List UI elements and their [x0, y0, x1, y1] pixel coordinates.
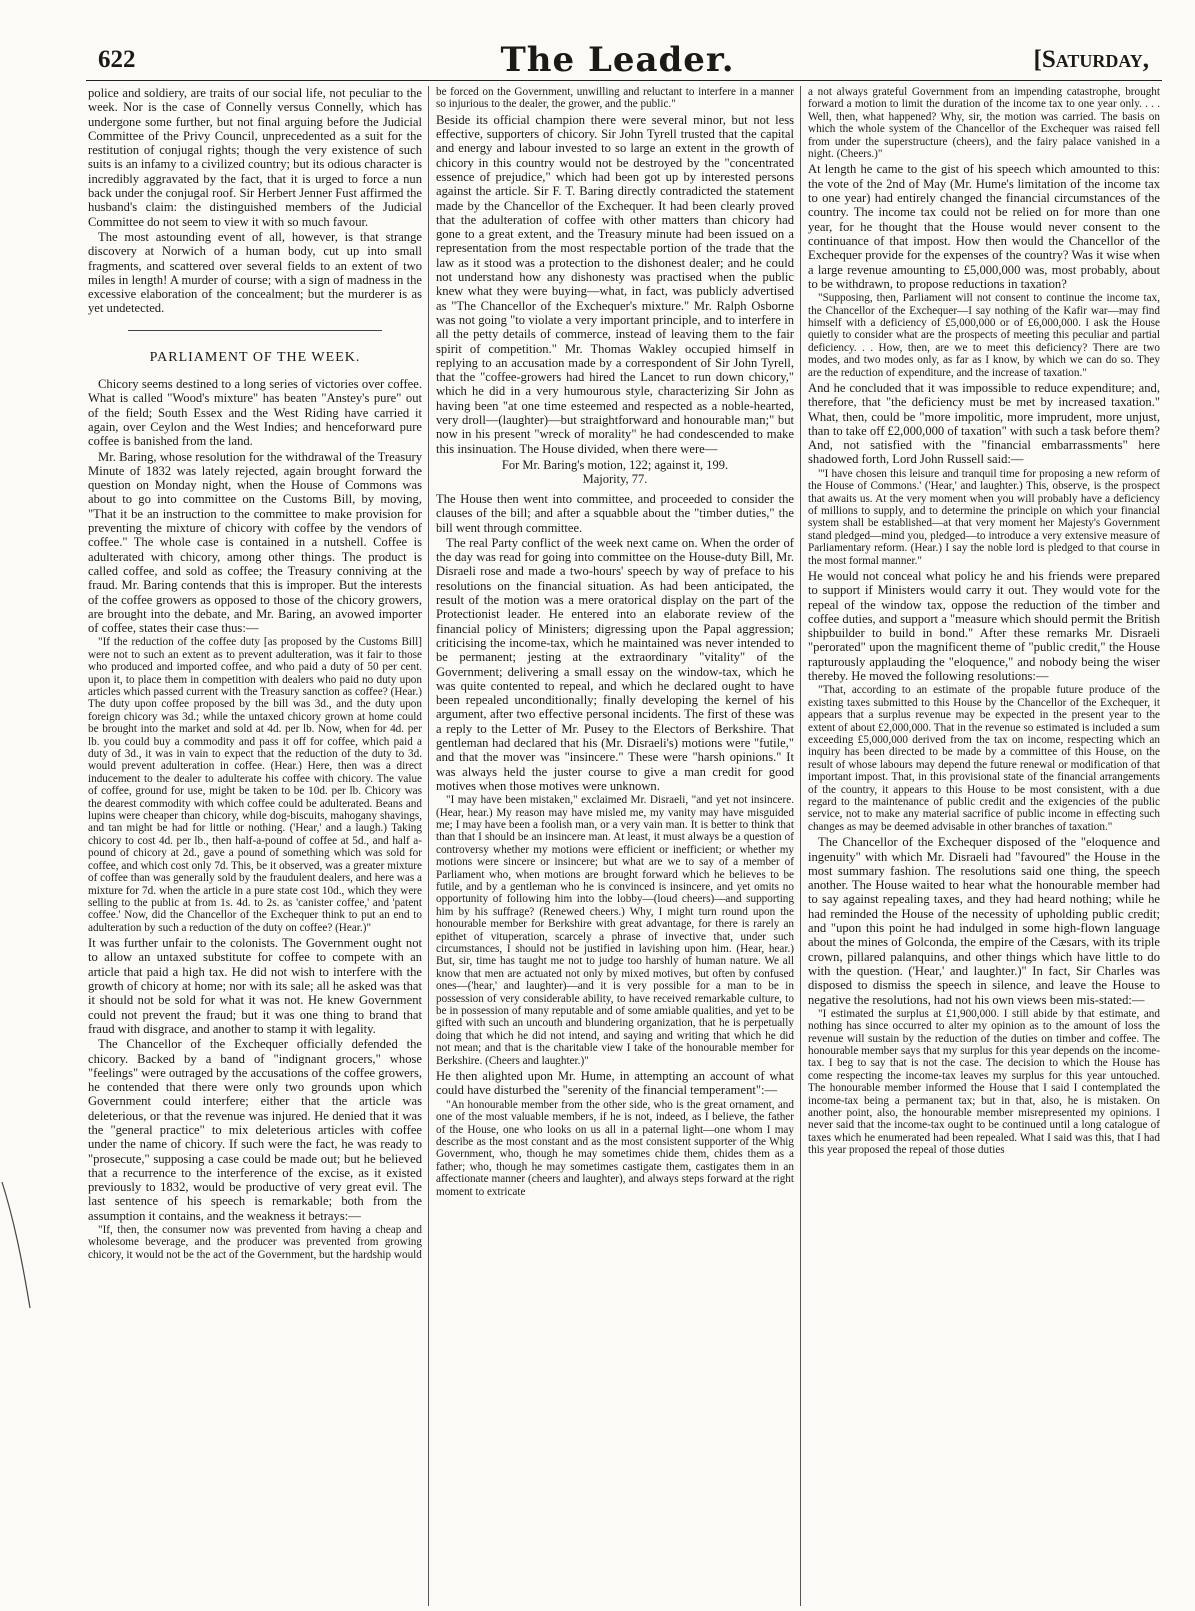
section-rule	[128, 330, 382, 331]
masthead-title: The Leader.	[500, 40, 735, 80]
division-majority: Majority, 77.	[582, 471, 648, 486]
paragraph: He would not conceal what policy he and his friends were prepared to support if Ministers would carry it out. They would vote for the repeal of the window tax, oppose the reduction of the timber and coffee duties, and support a "measure which should permit the British shipbuilder to build in bond." After these remarks Mr. Disraeli "perorated" upon the magnificent theme of "public credit," the House rapturously applauding the "eloquence," and nobody being the wiser thereby. He moved the following resolutions:—	[808, 568, 1160, 684]
paragraph: police and soldiery, are traits of our social life, not peculiar to the week. Nor is the case of Connelly versus Connelly, which has undergone some further, but not final arguing before the Judicial Committee of the Privy Council, unprecedented as a suit for the restitution of conjugal rights; though the very existence of such suits is an infamy to a civilized country; but its odious character is incredibly aggravated by the fact, that it is urged to force a nun back under the conjugal roof. Sir Herbert Jenner Fust affirmed the husband's claim: the distinguished members of the Judicial Committee do not seem to view it with so much favour.	[88, 86, 422, 229]
division-votes: For Mr. Baring's motion, 122; against it, 199.	[501, 457, 729, 472]
quotation: "Supposing, then, Parliament will not consent to continue the income tax, the Chancellor of the Exchequer—I say nothing of the Kafir war—may find himself with a deficiency of £5,000,000 or of £6,000,000. I ask the House quietly to consider what are the prospects of meeting this peculiar and partial deficiency. . . How, then, are we to meet this deficiency? There are two modes, and two modes only, as far as I know, by which we can do so. They are the reduction of expenditure, and the increase of taxation."	[808, 292, 1160, 379]
quotation: "If the reduction of the coffee duty [as proposed by the Customs Bill] were not to such an extent as to prevent adulteration, was it fair to those who produced and imported coffee, and who paid a duty of 50 per cent. upon it, to place them in competition with dealers who paid no duty upon articles which passed current with the Treasury sanction as coffee? (Hear.) The duty upon coffee proposed by the bill was 3d., and the duty upon foreign chicory was 3d.; while the untaxed chicory grown at home could be brought into the market and sold at 4d. per lb. Now, when for 4d. per lb. you could buy a commodity and pass it off for coffee, which paid a duty of 3d., it was in vain to expect that the reduction of the duty to 3d. would prevent adulteration in coffee. (Hear.) Here, then was a direct inducement to the dealer to adulterate his coffee with chicory. The value of coffee, ground for use, might be taken to be 10d. per lb. Chicory was the dearest commodity with which coffee could be adulterated. Beans and lupins were cheaper than chicory, while dog-biscuits, mahogany shavings, and tan might be had for little or nothing. ('Hear,' and a laugh.) Taking chicory to cost 4d. per lb., then half-a-pound of coffee at 5d., and half a-pound of chicory at 2d., gave a pound of something which was sold for coffee, and which cost only 7d. This, be it observed, was a greater mixture of coffee than was generally sold by the fraudulent dealers, and here was a mixture for 7d. when the article in a pure state cost 10d., which they were selling to the public at from 1s. 4d. to 2s. as 'canister coffee,' and 'patent coffee.' Now, did the Chancellor of the Exchequer think to put an end to adulteration by such a reduction of the duty on coffee? (Hear.)"	[88, 636, 422, 934]
paragraph: The Chancellor of the Exchequer disposed of the "eloquence and ingenuity" with which Mr. Disraeli had "favoured" the House in the most summary fashion. The resolutions said one thing, the speech another. The House waited to hear what the honourable member had to say against repealing taxes, and they had heard nothing; while he had reminded the House of the necessity of upholding public credit; and "upon this point he had indulged in some high-flown language about the mines of Golconda, the empire of the Cæsars, with its triple crown, pillared palanquins, and other things which have little to do with the question. ('Hear,' and laughter.)" In fact, Sir Charles was disposed to dismiss the speech in silence, and leave the House to negative the resolutions, had not his own views been mis-stated:—	[808, 835, 1160, 1007]
paragraph: And he concluded that it was impossible to reduce expenditure; and, therefore, that "the deficiency must be met by increased taxation." What, then, could be "more impolitic, more imprudent, more unjust, than to take off £2,000,000 of taxation" with such a task before them? And, not satisfied with the "financial embarrassments" here shadowed forth, Lord John Russell said:—	[808, 380, 1160, 467]
column-divider	[800, 86, 801, 1606]
section-heading: PARLIAMENT OF THE WEEK.	[149, 349, 361, 365]
paragraph: The most astounding event of all, however, is that strange discovery at Norwich of a human body, cut up into small fragments, and scattered over several fields to an extent of two miles in length! A murder of course; with a sign of madness in the excessive elaboration of the concealment; but the murderer is as yet undetected.	[88, 229, 422, 316]
division-result	[436, 458, 794, 486]
quotation: "I may have been mistaken," exclaimed Mr. Disraeli, "and yet not insincere. (Hear, hear.) My reason may have misled me, my vanity may have misguided me; I may have been a foolish man, or a very vain man. It is better to think that than that I should be an insincere man. At least, it must always be a question of controversy whether my motions were efficient or inefficient; or whether my motions were sincere or insincere; but what are we to say of a member of Parliament who, when motions are brought forward which he believes to be futile, and by a gentleman who he is convinced is insincere, and yet omits no opportunity of following him into the lobby—(loud cheers)—and supporting him by his suffrage? (Renewed cheers.) Why, I might turn round upon the honourable member for Berkshire with great advantage, for there is rarely an epithet of vituperation, scarcely a phrase of invective that, under such circumstances, I should not be justified in lavishing upon him. (Hear, hear.) But, sir, time has taught me not to judge too harshly of human nature. We all know that men are actuated not only by mixed motives, but often by confused ones—('hear,' and laughter)—and it is very possible for a man to be in possession of very considerable ability, to have received remarkable culture, to be in possession of many reputable and of some amiable qualities, and yet to be gifted with such an uncouth and blundering organization, that he is perpetually doing that which he did not intend, and saying and writing that which he did not mean; and that is the charitable view I take of the honourable member for Berkshire. (Cheers and laughter.)"	[436, 794, 794, 1067]
paragraph: Mr. Baring, whose resolution for the withdrawal of the Treasury Minute of 1832 was lately rejected, again brought forward the question on Monday night, when the House of Commons was about to go into committee on the Customs Bill, by moving, "That it be an instruction to the committee to make provision for preventing the mixture of chicory with coffee by the vendors of coffee." The whole case is contained in a nutshell. Coffee is adulterated with chicory, among other things. The product is called coffee, and sold as coffee; the Treasury conniving at the fraud. Mr. Baring contends that this is improper. But the interests of the coffee growers as opposed to those of the chicory growers, are brought into the debate, and Mr. Baring, an avowed importer of coffee, states their case thus:—	[88, 449, 422, 636]
paragraph: The House then went into committee, and proceeded to consider the clauses of the bill; and after a squabble about the "timber duties," the bill went through committee.	[436, 491, 794, 535]
quotation: "An honourable member from the other side, who is the great ornament, and one of the most valuable members, if he is not, indeed, as I believe, the father of the House, one who looks on us all in a paternal light—one whom I may describe as the most constant and as the most consistent supporter of the Whig Government, who, though he may sometimes chide them, chides them as a father; who, though he may sometimes castigate them, castigates them in an affectionate manner (cheers and laughter), and always steps forward at the right moment to extricate	[436, 1098, 794, 1198]
quotation: be forced on the Government, unwilling and reluctant to interfere in a manner so injurious to the dealer, the grower, and the public."	[436, 86, 794, 111]
paragraph: The real Party conflict of the week next came on. When the order of the day was read for going into committee on the House-duty Bill, Mr. Disraeli rose and made a two-hours' speech by way of preface to his resolutions on the financial situation. As had been anticipated, the result of the motion was a mere oratorical display on the part of the Protectionist leader. He entered into an elaborate review of the financial policy of Ministers; digressing upon the Papal aggression; criticising the income-tax, which he maintained was never intended to be permanent; jesting at the extraordinary "vitality" of the Government; delivering a small essay on the window-tax, which he was quite contented to repeal, and which he declared ought to have been repealed unconditionally; finally developing the kernel of his argument, after two effective personal incidents. The first of these was a reply to the Letter of Mr. Pusey to the Electors of Berkshire. That gentleman had declared that his (Mr. Disraeli's) motions were "futile," and that the mover was "insincere." These were "harsh opinions." It was always held the juster course to give a man credit for good motives when those motives were unknown.	[436, 535, 794, 793]
quotation: "That, according to an estimate of the propable future produce of the existing taxes submitted to this House by the Chancellor of the Exchequer, it appears that a surplus revenue may be expected in the present year to the extent of about £2,000,000. That in the revenue so estimated is included a sum exceeding £5,000,000 derived from the tax on income, respecting which an inquiry has been directed to be made by a committee of this House, on the result of whose labours may depend the future renewal or modification of that important impost. That, in this provisional state of the financial arrangements of the country, it appears to this House to be most consistent, with a due regard to the maintenance of public credit and the exigencies of the public service, not to make any material sacrifice of public income in effecting such changes as may be deemed advisable in other branches of taxation."	[808, 684, 1160, 833]
column-divider	[428, 86, 429, 1606]
quotation: "I estimated the surplus at £1,900,000. I still abide by that estimate, and nothing has since occurred to alter my opinion as to the amount of loss the revenue will sustain by the reduction of the duties on timber and coffee. The honourable member says that my surplus for this year depends on the income-tax. I beg to say that is not the case. The decision to which the House has come respecting the income-tax leaves my surplus for this year untouched. The honourable member informed the House that I said I contemplated the income-tax being a permanent tax; but in that, also, he is mistaken. On another point, also, the honourable member misrepresented my opinions. I never said that the income-tax ought to be continued until a long catalogue of taxes which he enumerated had been repealed. What I said was this, that I had this year proposed the repeal of those duties	[808, 1007, 1160, 1157]
column-2	[436, 86, 794, 1596]
quotation: a not always grateful Government from an impending catastrophe, brought forward a motion to limit the duration of the income tax to one year only. . . . Well, then, what happened? Why, sir, the motion was carried. The basis on which the whole system of the Chancellor of the Exchequer was raised fell from under the superstructure (cheers), and the fairy palace vanished in a night. (Cheers.)"	[808, 86, 1160, 161]
paragraph: Beside its official champion there were several minor, but not less effective, supporters of chicory. Sir John Tyrell trusted that the capital and energy and labour invested to so large an extent in the growth of chicory in this country would not be destroyed by the "concentrated essence of prejudice," which had been got up by interested persons against the article. Sir F. T. Baring directly contradicted the statement made by the Chancellor of the Exchequer. It had been clearly proved that the adulteration of coffee with other matters than chicory had gone to a great extent, and the Treasury minute had been issued on a representation from the most respectable portion of the trade that the law as it stood was a protection to the dishonest dealer; and he could not understand how any dishonesty was practised when the public knew what they were buying—what, in fact, was publicly advertised as "The Chancellor of the Exchequer's mixture." Mr. Ralph Osborne was not going "to violate a very important principle, and to interfere in all the petty details of commerce, instead of leaving them to the fair spirit of competition." Mr. Thomas Wakley occupied himself in replying to an accusation made by a correspondent of Sir John Tyrell, that the "coffee-growers had hired the Lancet to run down chicory," which he did in a very humourous style, characterizing Sir John as having been "at one time esteemed and respected as a noble-hearted, very droll—(laughter)—but straightforward and honourable man;" but now in his present "wreck of morality" he had condescended to make this insinuation. The House divided, when there were—	[436, 112, 794, 456]
column-1	[88, 86, 422, 1596]
paragraph: The Chancellor of the Exchequer officially defended the chicory. Backed by a band of "indignant grocers," whose "feelings" were outraged by the accusations of the coffee growers, he contended that there were only two grounds upon which Government could interfere; either that the article was deleterious, or that the revenue was injured. He denied that it was the "general practice" to mix deleterious articles with coffee under the name of chicory. If such were the fact, he was ready to "prosecute," supposing a case could be made out; but he believed that a recurrence to the interference of the excise, as it existed previously to 1832, would be productive of very great evil. The last sentence of his speech is remarkable; both from the assumption it contains, and the weakness it betrays:—	[88, 1037, 422, 1223]
paragraph: It was further unfair to the colonists. The Government ought not to allow an untaxed substitute for coffee to compete with an article that paid a high tax. He did not wish to interfere with the growth of chicory at home; nor with its sale; all he asked was that it should not be sold for what it was not. He knew Government could not prevent the fraud; but it was one thing to brand that fraud with disgrace, and another to stamp it with legality.	[88, 936, 422, 1036]
quotation: "If, then, the consumer now was prevented from having a cheap and wholesome beverage, and the producer was prevented from growing chicory, it would not be the act of the Government, but the hardship would	[88, 1224, 422, 1261]
margin-bracket-mark	[0, 1180, 34, 1310]
masthead	[86, 40, 1149, 80]
masthead-rule	[86, 80, 1162, 81]
column-3	[808, 86, 1160, 1596]
page-number: 622	[98, 46, 136, 73]
paragraph: At length he came to the gist of his speech which amounted to this: the vote of the 2nd of May (Mr. Hume's limitation of the income tax to one year) had entirely changed the financial circumstances of the country. The income tax could not be relied on for more than one year, for he thought that the House would never consent to the continuance of that impost. How then would the Chancellor of the Exchequer provide for the expenses of the country? Was it wise when a large revenue amounting to £5,000,000 was, most probably, about to be withdrawn, to propose reductions in taxation?	[808, 162, 1160, 291]
masthead-day: [Saturday,	[1033, 46, 1149, 73]
quotation: "'I have chosen this leisure and tranquil time for proposing a new reform of the House of Commons.' ('Hear,' and laughter.) This, observe, is the prospect that awaits us. At the very moment when you will probably have a deficiency of millions to supply, and to determine the principle on which your financial system shall be established—at that very moment her Majesty's Government stand pledged—mind you, pledged—to introduce a very extensive measure of Parliamentary reform. (Hear.) I say the noble lord is pledged to that course in the most formal manner."	[808, 467, 1160, 567]
paragraph: He then alighted upon Mr. Hume, in attempting an account of what could have disturbed the "serenity of the financial temperament":—	[436, 1069, 794, 1098]
paragraph: Chicory seems destined to a long series of victories over coffee. What is called "Wood's mixture" has beaten "Anstey's pure" out of the field; South Essex and the West Riding have carried it again, over Ceylon and the West Indies; and henceforward pure coffee is banished from the land.	[88, 377, 422, 449]
